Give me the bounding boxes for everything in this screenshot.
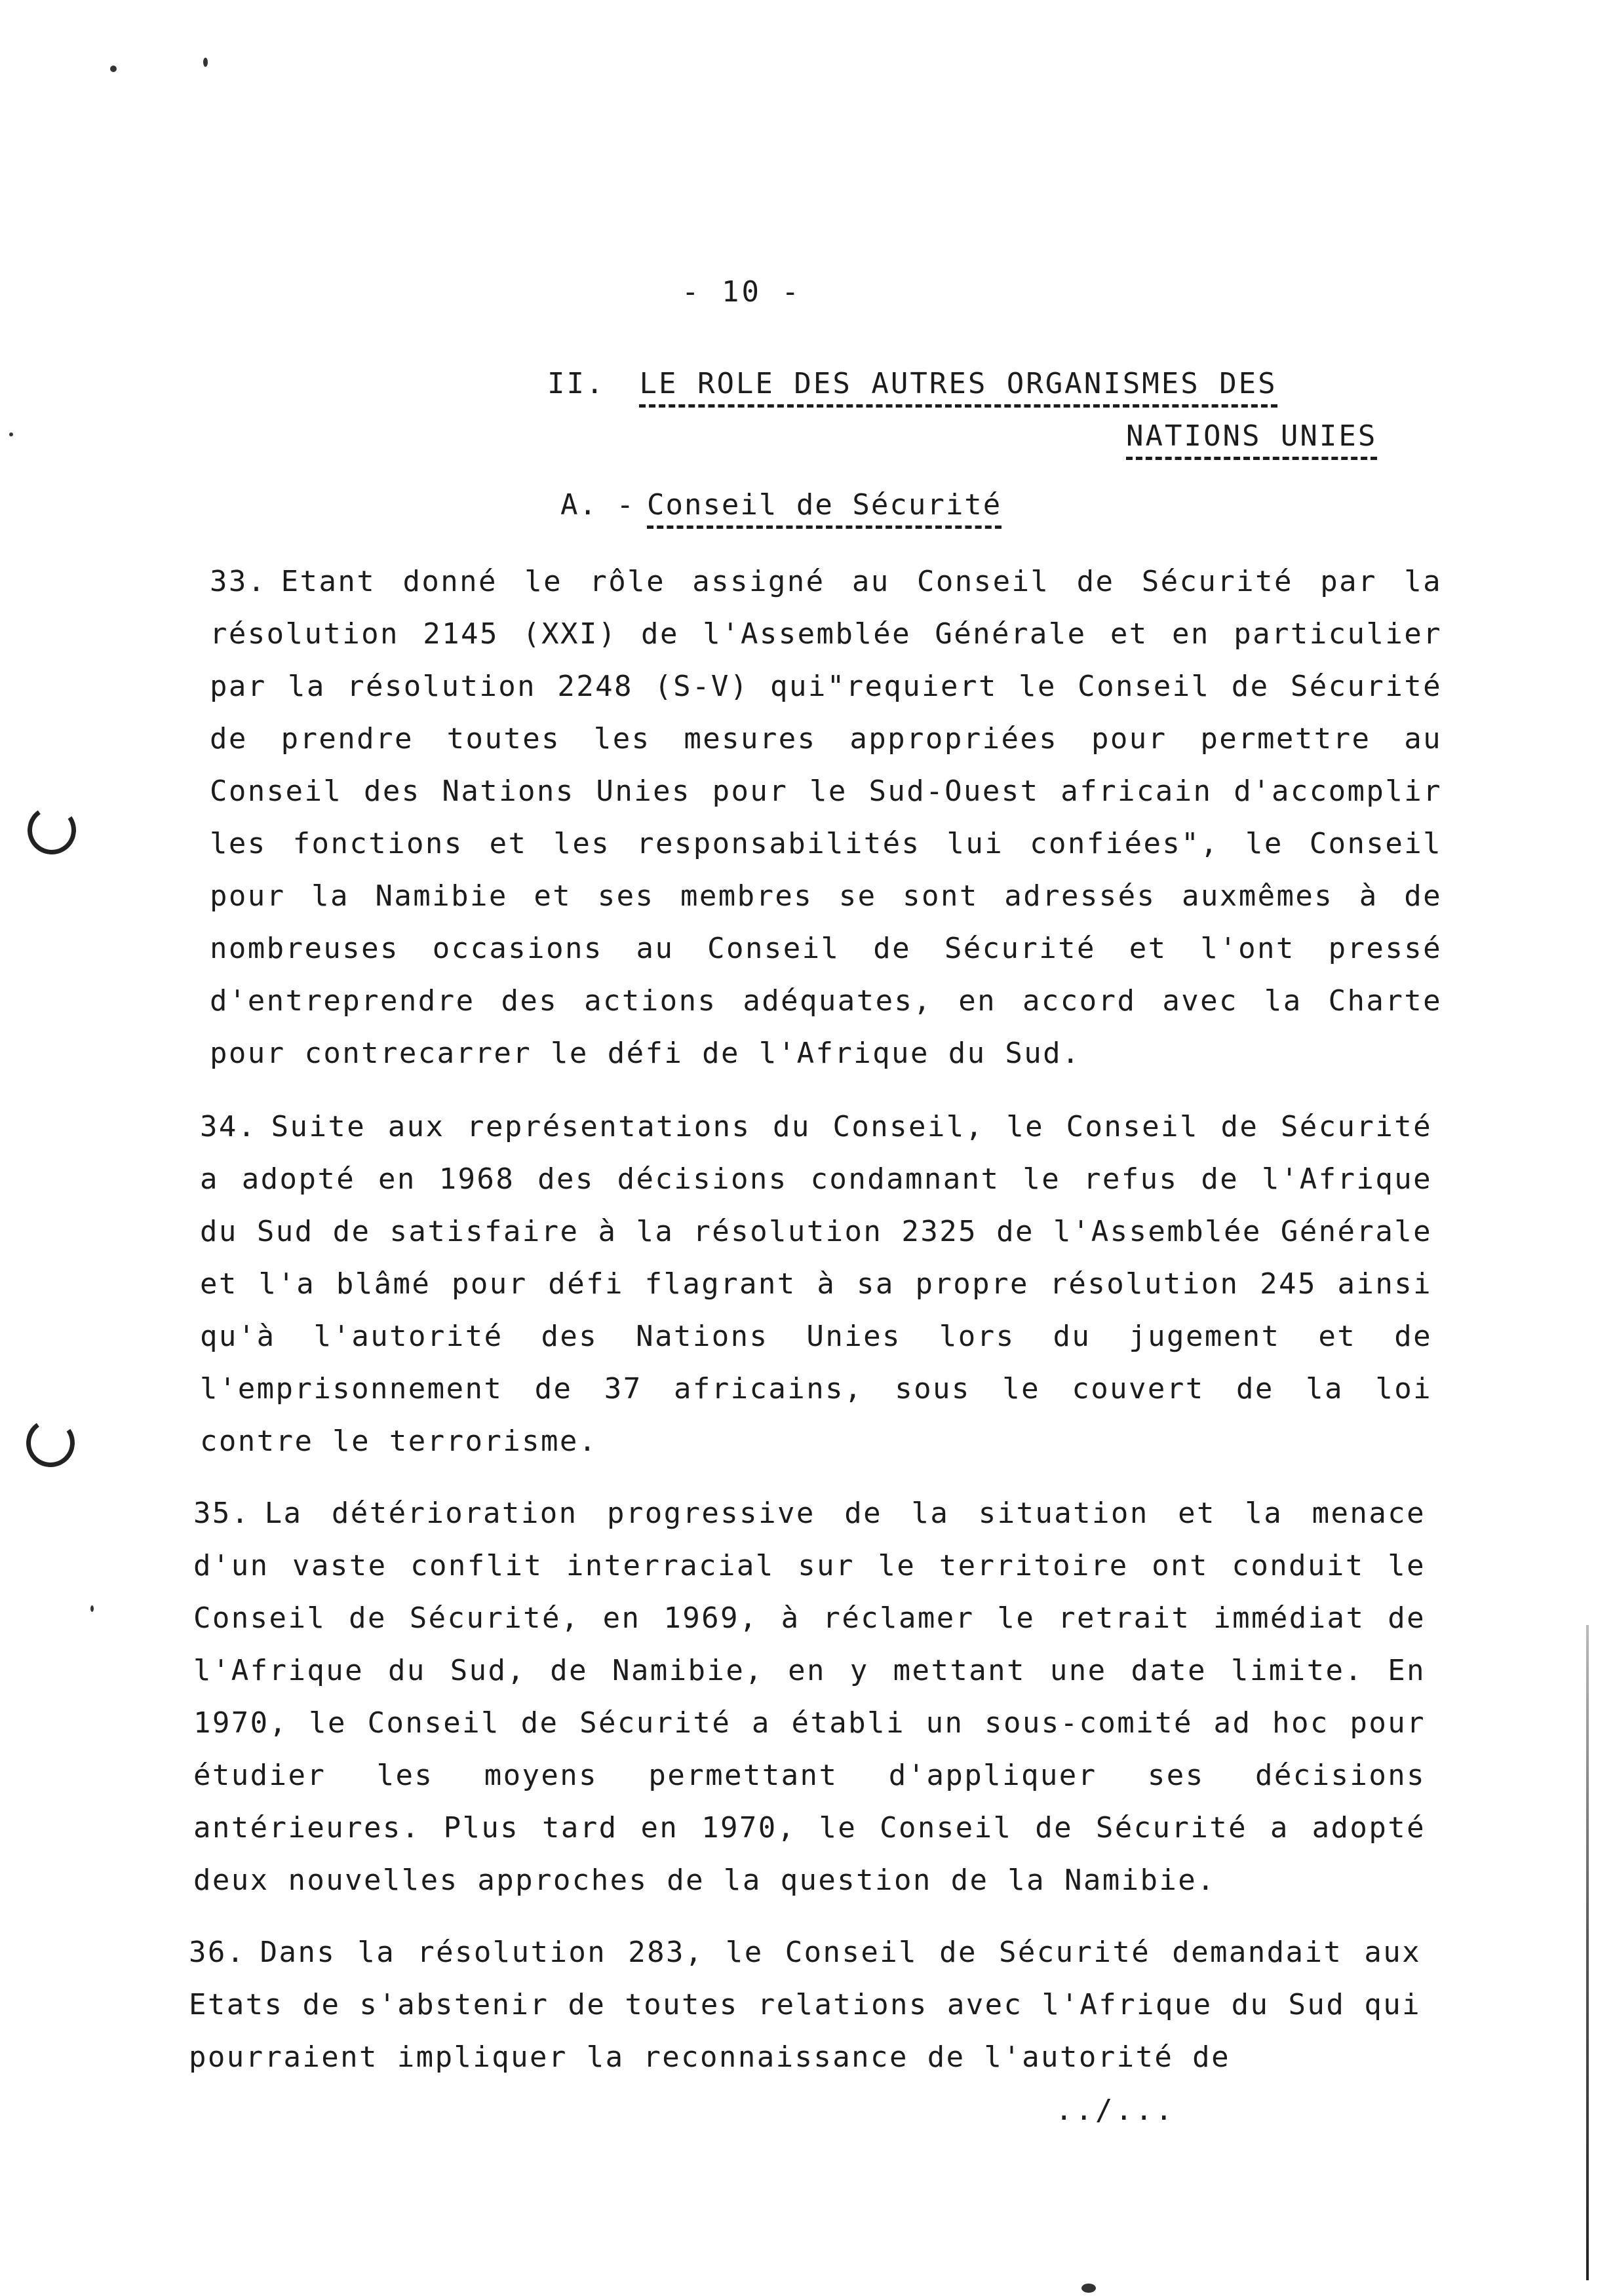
continuation-mark: ../...	[1055, 2094, 1175, 2127]
paragraph-text: Etant donné le rôle assigné au Conseil de Sécurité par la résolution 2145 (XXI) de l'Assemblée Générale et en particulier par la résolution 2248 (S-V) qui"requiert le Conseil de Sécurité de prendre toutes les mesures appropriées pour permettre au Conseil des Nations Unies pour le Sud-Ouest africain d'accomplir les fonctions et les responsabilités lui confiées", le Conseil pour la Namibie et ses membres se sont adressés auxmêmes à de nombreuses occasions au Conseil de Sécurité et l'ont pressé d'entreprendre des actions adéquates, en accord avec la Charte pour contrecarrer le défi de l'Afrique du Sud.	[210, 565, 1442, 1070]
page-edge-shadow	[1586, 1625, 1589, 2280]
scan-speck	[90, 1605, 94, 1612]
paragraph-36	[189, 1926, 1421, 2084]
paragraph-35	[193, 1487, 1426, 1907]
paragraph-text: Suite aux représentations du Conseil, le Conseil de Sécurité a adopté en 1968 des décisions condamnant le refus de l'Afrique du Sud de satisfaire à la résolution 2325 de l'Assemblée Générale et l'a blâmé pour défi flagrant à sa propre résolution 245 ainsi qu'à l'autorité des Nations Unies lors du jugement et de l'emprisonnement de 37 africains, sous le couvert de la loi contre le terrorisme.	[200, 1110, 1432, 1458]
binder-hole-icon	[24, 802, 80, 858]
page-number: - 10 -	[682, 275, 802, 309]
paragraph-number: 35.	[193, 1497, 250, 1530]
paragraph-text: Dans la résolution 283, le Conseil de Sécurité demandait aux Etats de s'abstenir de toutes relations avec l'Afrique du Sud qui pourraient impliquer la reconnaissance de l'autorité de	[189, 1936, 1421, 2074]
section-title: Conseil de Sécurité	[647, 488, 1002, 529]
chapter-title-line1: LE ROLE DES AUTRES ORGANISMES DES	[639, 367, 1277, 408]
chapter-numeral: II.	[547, 367, 606, 400]
section-prefix: A. -	[560, 488, 635, 522]
section-heading	[560, 488, 1002, 522]
paragraph-number: 36.	[189, 1936, 246, 1969]
scan-speck	[203, 58, 208, 67]
scan-speck	[1081, 2284, 1096, 2293]
paragraph-33	[210, 556, 1442, 1080]
paragraph-number: 34.	[200, 1110, 257, 1143]
scan-speck	[110, 66, 117, 72]
chapter-heading-line2	[1126, 419, 1377, 453]
paragraph-number: 33.	[210, 565, 267, 598]
scan-speck	[9, 432, 13, 436]
chapter-title-line2: NATIONS UNIES	[1126, 419, 1377, 460]
chapter-heading-line1	[547, 367, 1277, 400]
binder-hole-icon	[22, 1415, 79, 1471]
paragraph-text: La détérioration progressive de la situation et la menace d'un vaste conflit interracial sur le territoire ont conduit le Conseil de Sécurité, en 1969, à réclamer le retrait immédiat de l'Afrique du Sud, de Namibie, en y mettant une date limite. En 1970, le Conseil de Sécurité a établi un sous-comité ad hoc pour étudier les moyens permettant d'appliquer ses décisions antérieures. Plus tard en 1970, le Conseil de Sécurité a adopté deux nouvelles approches de la question de la Namibie.	[193, 1497, 1426, 1897]
paragraph-34	[200, 1101, 1432, 1468]
